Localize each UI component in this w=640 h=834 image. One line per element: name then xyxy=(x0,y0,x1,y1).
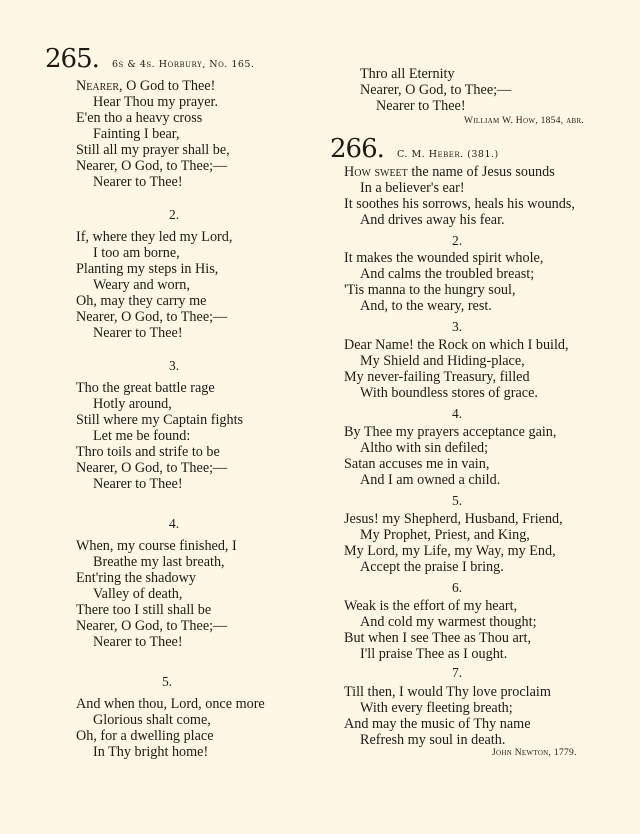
verse-line: Accept the praise I bring. xyxy=(360,559,504,575)
stanza-number: 4. xyxy=(452,406,463,421)
verse-line: It soothes his sorrows, heals his wounds, xyxy=(344,196,575,212)
verse-line: Nearer, O God, to Thee;— xyxy=(76,158,228,174)
verse-line: E'en tho a heavy cross xyxy=(76,110,203,126)
hymn-265-author-credit: William W. How, 1854, abr. xyxy=(464,116,585,126)
stanza-number: 5. xyxy=(162,674,173,689)
verse-line: Still all my prayer shall be, xyxy=(76,142,230,158)
verse-line: Weary and worn, xyxy=(93,277,190,293)
verse-line: Nearer, O God, to Thee;— xyxy=(76,309,228,325)
hymn-266-header xyxy=(330,134,499,164)
verse-line: Nearer to Thee! xyxy=(93,476,183,492)
verse-line: Thro all Eternity xyxy=(360,66,455,82)
verse-line: Still where my Captain fights xyxy=(76,412,244,428)
verse-line xyxy=(76,78,215,94)
verse-line: Planting my steps in His, xyxy=(76,261,219,277)
verse-line: My never-failing Treasury, filled xyxy=(344,369,530,385)
stanza-number: 2. xyxy=(452,233,463,248)
verse-line: It makes the wounded spirit whole, xyxy=(344,250,544,266)
verse-line: Weak is the effort of my heart, xyxy=(344,598,518,614)
verse-line: And may the music of Thy name xyxy=(344,716,531,732)
stanza-number: 7. xyxy=(452,665,463,680)
verse-line: Ent'ring the shadowy xyxy=(76,570,196,586)
verse-line: Oh, may they carry me xyxy=(76,293,207,309)
first-word: Nearer xyxy=(76,78,120,94)
verse-line xyxy=(344,164,555,180)
verse-line: Nearer, O God, to Thee;— xyxy=(76,618,228,634)
verse-line: Refresh my soul in death. xyxy=(360,732,506,748)
verse-line-rest: , O God to Thee! xyxy=(119,78,216,94)
verse-line: My Shield and Hiding-place, xyxy=(360,353,525,369)
verse-line: Nearer to Thee! xyxy=(93,634,183,650)
verse-line: Breathe my last breath, xyxy=(93,554,225,570)
verse-line: Let me be found: xyxy=(93,428,191,444)
verse-line: And drives away his fear. xyxy=(360,212,505,228)
verse-line: Dear Name! the Rock on which I build, xyxy=(344,337,569,353)
verse-line: And cold my warmest thought; xyxy=(360,614,537,630)
verse-line: Till then, I would Thy love proclaim xyxy=(344,684,551,700)
verse-line: Oh, for a dwelling place xyxy=(76,728,214,744)
verse-line: In Thy bright home! xyxy=(93,744,209,760)
stanza-number: 2. xyxy=(169,207,180,222)
stanza-number: 3. xyxy=(169,358,180,373)
verse-line: But when I see Thee as Thou art, xyxy=(344,630,532,646)
verse-line: In a believer's ear! xyxy=(360,180,465,196)
verse-line: Valley of death, xyxy=(93,586,183,602)
verse-line: Nearer, O God, to Thee;— xyxy=(76,460,228,476)
hymn-meter-tune: C. M. Heber. (381.) xyxy=(396,149,499,160)
verse-line: Hotly around, xyxy=(93,396,172,412)
verse-line: When, my course finished, I xyxy=(76,538,237,554)
verse-line: Nearer to Thee! xyxy=(93,174,183,190)
stanza-number: 4. xyxy=(169,516,180,531)
verse-line: My Lord, my Life, my Way, my End, xyxy=(344,543,556,559)
verse-line: With every fleeting breath; xyxy=(360,700,513,716)
hymn-265-header xyxy=(45,44,255,74)
verse-line: I'll praise Thee as I ought. xyxy=(360,646,508,662)
verse-line: Nearer, O God, to Thee;— xyxy=(360,82,512,98)
stanza-number: 6. xyxy=(452,580,463,595)
verse-line: And when thou, Lord, once more xyxy=(76,696,265,712)
verse-line: With boundless stores of grace. xyxy=(360,385,538,401)
verse-line: And I am owned a child. xyxy=(360,472,501,488)
hymn-number: 265. xyxy=(45,44,99,74)
hymn-meter-tune: 6s & 4s. Horbury, No. 165. xyxy=(111,59,255,70)
stanza-number: 3. xyxy=(452,319,463,334)
verse-line: And, to the weary, rest. xyxy=(360,298,492,314)
verse-line-rest: the name of Jesus sounds xyxy=(407,164,555,180)
stanza-number: 5. xyxy=(452,493,463,508)
verse-line: Nearer to Thee! xyxy=(93,325,183,341)
verse-line: Glorious shalt come, xyxy=(93,712,211,728)
verse-line: Nearer to Thee! xyxy=(376,98,466,114)
verse-line: My Prophet, Priest, and King, xyxy=(360,527,530,543)
verse-line: Jesus! my Shepherd, Husband, Friend, xyxy=(344,511,563,527)
hymn-266-author-credit: John Newton, 1779. xyxy=(492,748,577,758)
verse-line: I too am borne, xyxy=(93,245,180,261)
verse-line: Fainting I bear, xyxy=(93,126,180,142)
verse-line: If, where they led my Lord, xyxy=(76,229,233,245)
verse-line: Hear Thou my prayer. xyxy=(93,94,219,110)
verse-line: Satan accuses me in vain, xyxy=(344,456,490,472)
verse-line: Tho the great battle rage xyxy=(76,380,215,396)
verse-line: Altho with sin defiled; xyxy=(360,440,489,456)
verse-line: 'Tis manna to the hungry soul, xyxy=(344,282,516,298)
verse-line: Thro toils and strife to be xyxy=(76,444,220,460)
verse-line: And calms the troubled breast; xyxy=(360,266,535,282)
hymn-number: 266. xyxy=(330,134,384,164)
first-word: How sweet xyxy=(344,164,408,180)
verse-line: There too I still shall be xyxy=(76,602,212,618)
verse-line: By Thee my prayers acceptance gain, xyxy=(344,424,557,440)
